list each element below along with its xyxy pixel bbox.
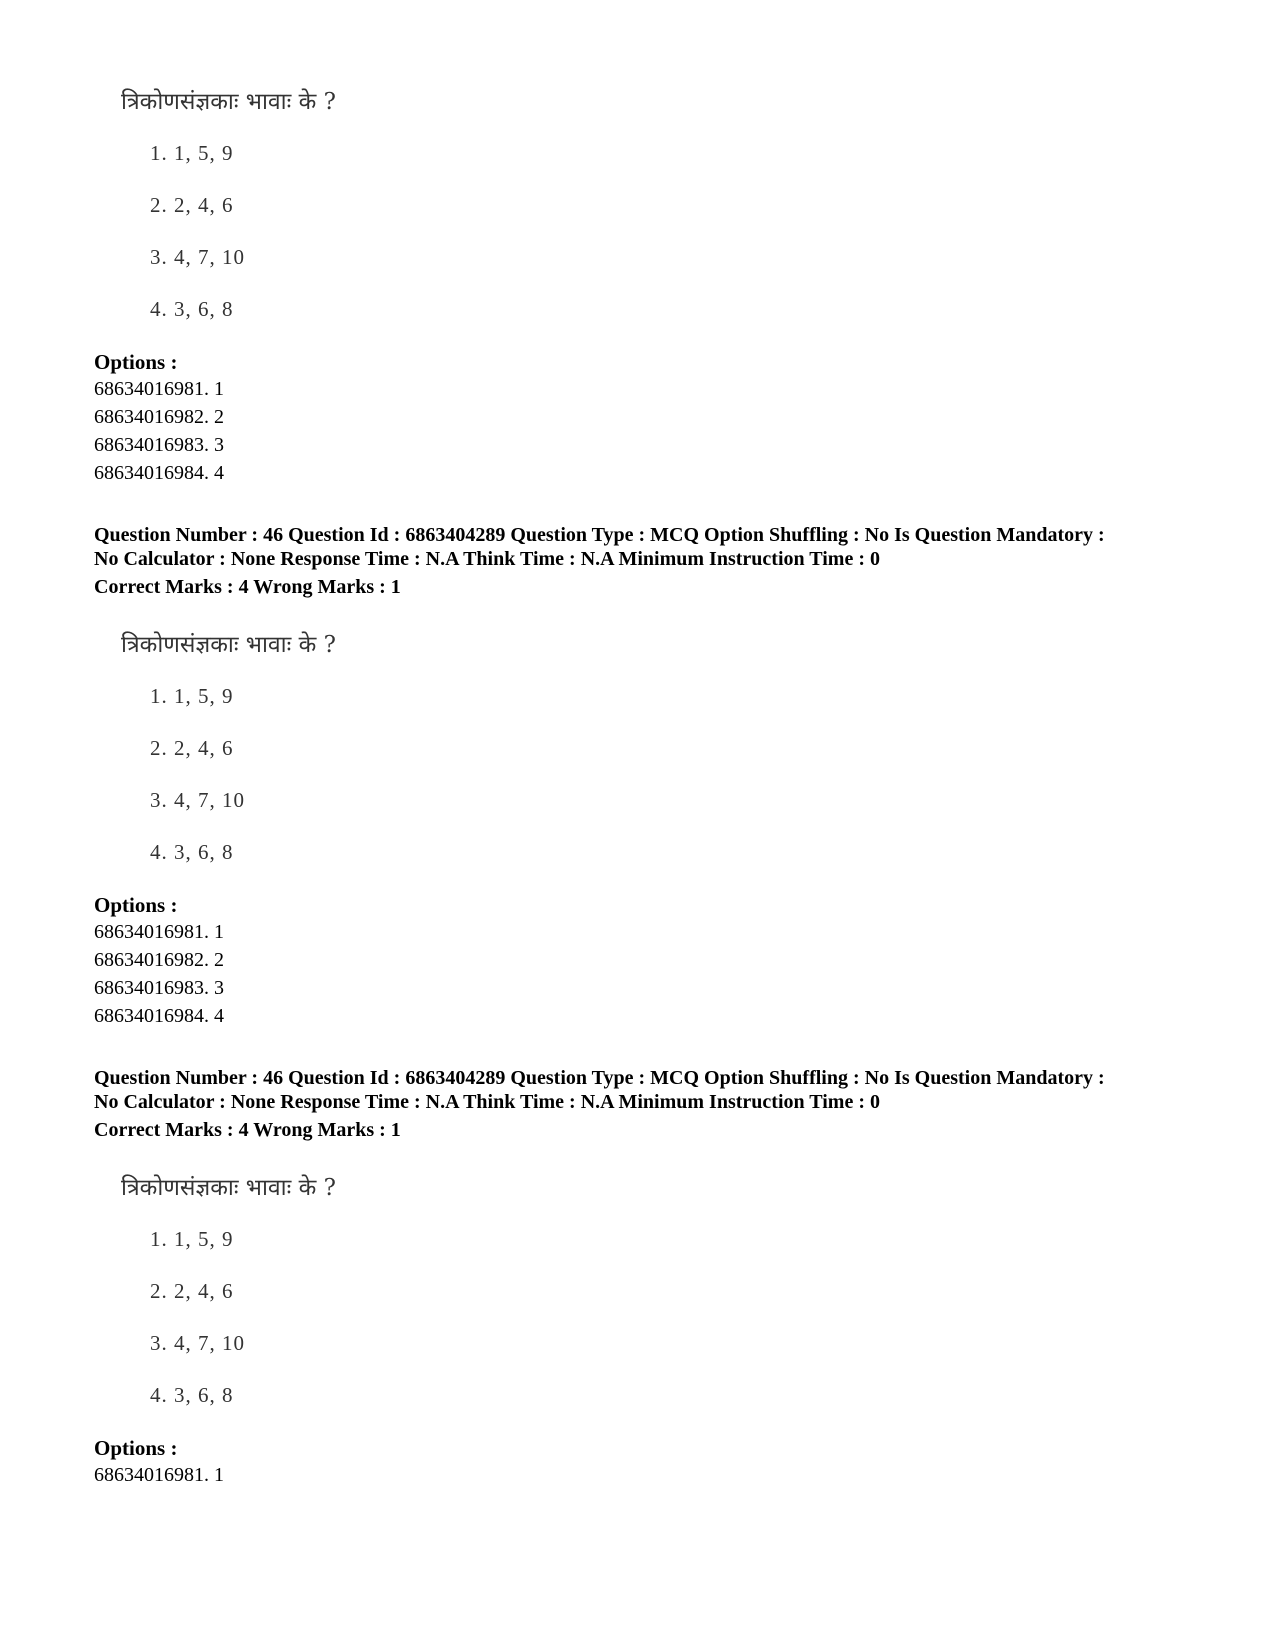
choice-item: 2. 2, 4, 6 — [150, 193, 234, 217]
choice-item: 3. 4, 7, 10 — [150, 245, 245, 269]
option-line: 68634016983. 3 — [94, 434, 224, 456]
choice-item: 4. 3, 6, 8 — [150, 840, 234, 864]
options-label: Options : — [94, 350, 178, 374]
option-line: 68634016982. 2 — [94, 406, 224, 428]
question-meta-line: Question Number : 46 Question Id : 6863404289 Question Type : MCQ Option Shuffling : No Is Question Mandatory : — [94, 524, 1105, 546]
choice-item: 1. 1, 5, 9 — [150, 684, 234, 708]
choice-item: 2. 2, 4, 6 — [150, 736, 234, 760]
question-meta-line: No Calculator : None Response Time : N.A Think Time : N.A Minimum Instruction Time : 0 — [94, 1091, 880, 1113]
choice-item: 1. 1, 5, 9 — [150, 1227, 234, 1251]
question-text: त्रिकोणसंज्ञकाः भावाः के ? — [121, 1175, 336, 1201]
options-label: Options : — [94, 893, 178, 917]
marks-line: Correct Marks : 4 Wrong Marks : 1 — [94, 1119, 401, 1141]
question-meta-line: No Calculator : None Response Time : N.A Think Time : N.A Minimum Instruction Time : 0 — [94, 548, 880, 570]
question-text: त्रिकोणसंज्ञकाः भावाः के ? — [121, 89, 336, 115]
question-meta-line: Question Number : 46 Question Id : 6863404289 Question Type : MCQ Option Shuffling : No Is Question Mandatory : — [94, 1067, 1105, 1089]
option-line: 68634016981. 1 — [94, 1464, 224, 1486]
choice-item: 1. 1, 5, 9 — [150, 141, 234, 165]
option-line: 68634016981. 1 — [94, 378, 224, 400]
option-line: 68634016982. 2 — [94, 949, 224, 971]
option-line: 68634016984. 4 — [94, 462, 224, 484]
option-line: 68634016984. 4 — [94, 1005, 224, 1027]
choice-item: 3. 4, 7, 10 — [150, 788, 245, 812]
choice-item: 4. 3, 6, 8 — [150, 297, 234, 321]
choice-item: 3. 4, 7, 10 — [150, 1331, 245, 1355]
question-text: त्रिकोणसंज्ञकाः भावाः के ? — [121, 632, 336, 658]
option-line: 68634016983. 3 — [94, 977, 224, 999]
options-label: Options : — [94, 1436, 178, 1460]
marks-line: Correct Marks : 4 Wrong Marks : 1 — [94, 576, 401, 598]
option-line: 68634016981. 1 — [94, 921, 224, 943]
choice-item: 2. 2, 4, 6 — [150, 1279, 234, 1303]
choice-item: 4. 3, 6, 8 — [150, 1383, 234, 1407]
